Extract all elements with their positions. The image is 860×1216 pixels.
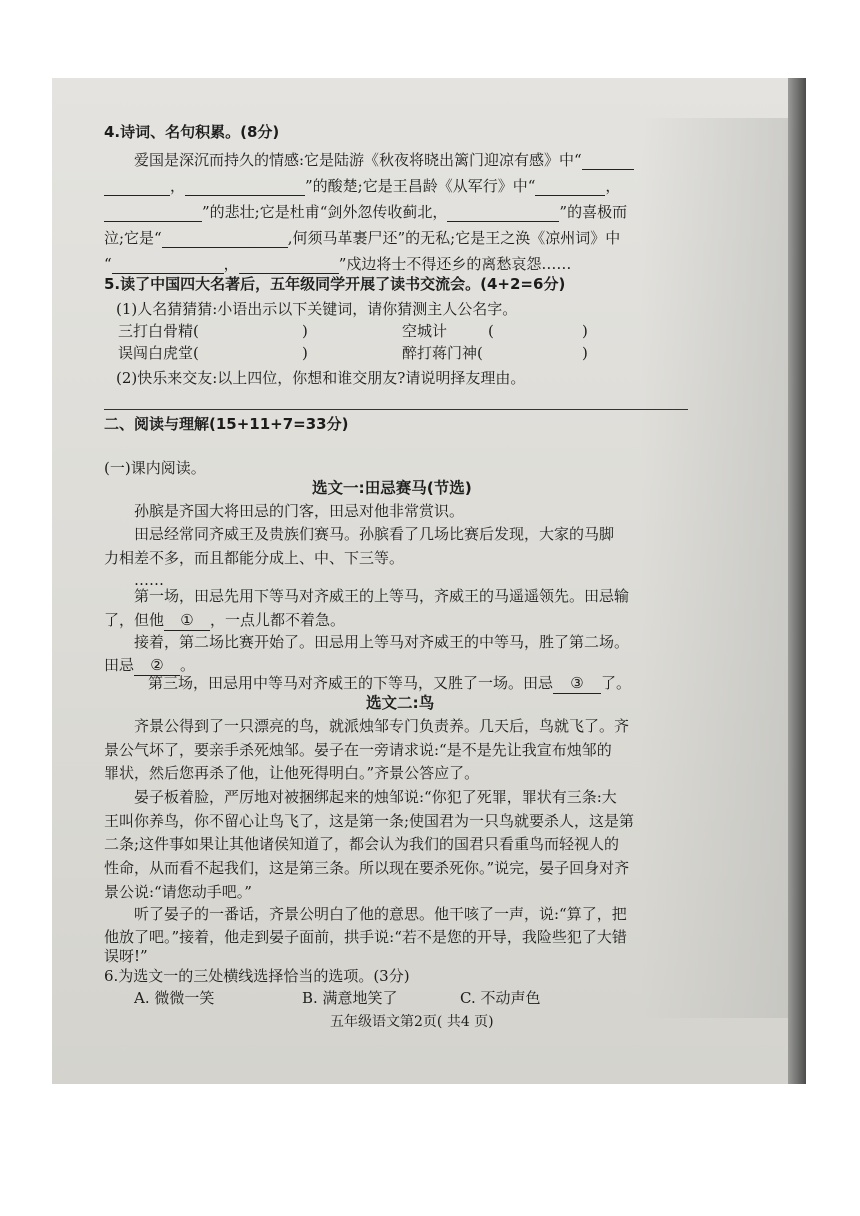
passage1-title: 选文一:田忌赛马(节选): [312, 479, 472, 497]
q5-title: 5.读了中国四大名著后，五年级同学开展了读书交流会。(4+2=6分): [104, 275, 566, 293]
passage1-p2a: 田忌经常同齐威王及贵族们赛马。孙膑看了几场比赛后发现，大家的马脚: [134, 525, 615, 543]
passage1-p3b: 了，但他 ① ，一点儿都不着急。: [104, 611, 346, 629]
passage1-p1: 孙膑是齐国大将田忌的门客，田忌对他非常赏识。: [134, 502, 465, 520]
q4-line-3: ”的悲壮;它是杜甫“剑外忽传收蓟北， ”的喜极而: [104, 202, 627, 222]
passage2-p2d: 性命，从而看不起我们，这是第三条。所以现在要杀死你。”说完，晏子回身对齐: [104, 859, 630, 877]
q5-item-1: 三打白骨精(: [118, 322, 199, 340]
q6-option-b[interactable]: B. 满意地笑了: [302, 989, 398, 1007]
q5-item-3-close: ): [302, 344, 308, 362]
blank-1[interactable]: ①: [164, 610, 210, 631]
page-footer: 五年级语文第2页( 共4 页): [330, 1014, 494, 1030]
q4-title: 4.诗词、名句积累。(8分): [104, 123, 280, 141]
passage2-p2b: 王叫你养鸟，你不留心让鸟飞了，这是第一条;使国君为一只鸟就要杀人，这是第: [104, 812, 635, 830]
passage2-p3c: 误呀!”: [104, 947, 148, 965]
q5-item-4: 醉打蒋门神(: [402, 344, 483, 362]
q6-option-a[interactable]: A. 微微一笑: [134, 989, 215, 1007]
answer-blank[interactable]: [104, 179, 170, 196]
answer-blank[interactable]: [112, 257, 224, 274]
passage2-p3b: 他放了吧。”接着，他走到晏子面前，拱手说:“若不是您的开导，我险些犯了大错: [104, 928, 627, 946]
answer-blank[interactable]: [582, 153, 634, 170]
blank-2[interactable]: ②: [134, 655, 180, 676]
q5-sub2: (2)快乐来交友:以上四位，你想和谁交朋友?请说明择友理由。: [116, 369, 526, 387]
passage1-p5: 第三场，田忌用中等马对齐威王的下等马，又胜了一场。田忌 ③ 了。: [148, 674, 632, 692]
q4-line-1: 爱国是深沉而持久的情感:它是陆游《秋夜将晓出篱门迎凉有感》中“: [134, 150, 634, 170]
q5-item-3: 误闯白虎堂(: [118, 344, 199, 362]
q5-item-2-close: ): [582, 322, 588, 340]
passage1-p3a: 第一场，田忌先用下等马对齐威王的上等马，齐威王的马遥遥领先。田忌输: [134, 587, 630, 605]
q4-line-2: ， ”的酸楚;它是王昌龄《从军行》中“ ，: [104, 176, 620, 196]
q5-item-2: 空城计: [402, 322, 448, 340]
q4-line-4: 泣;它是“ ,何须马革裹尸还”的无私;它是王之涣《凉州词》中: [104, 229, 621, 247]
passage2-p2a: 晏子板着脸，严厉地对被捆绑起来的烛邹说:“你犯了死罪，罪状有三条:大: [134, 788, 617, 806]
blank-3[interactable]: ③: [553, 673, 601, 694]
q5-sub1: (1)人名猜猜猜:小语出示以下关键词，请你猜测主人公名字。: [116, 300, 518, 318]
answer-blank[interactable]: [239, 257, 339, 274]
passage2-title: 选文二:鸟: [366, 694, 435, 712]
passage2-p1b: 景公气坏了，要亲手杀死烛邹。晏子在一旁请求说:“是不是先让我宣布烛邹的: [104, 741, 612, 759]
answer-blank[interactable]: [185, 179, 305, 196]
passage2-p1c: 罪状，然后您再杀了他，让他死得明白。”齐景公答应了。: [104, 764, 480, 782]
q6-title: 6.为选文一的三处横线选择恰当的选项。(3分): [104, 967, 410, 985]
passage1-p4b: 田忌 ② 。: [104, 656, 196, 674]
q4-line-5: “ ， ”戍边将士不得还乡的离愁哀怨……: [104, 255, 572, 273]
q5-item-2-open: (: [488, 322, 494, 340]
passage2-p3a: 听了晏子的一番话，齐景公明白了他的意思。他干咳了一声，说:“算了，把: [134, 905, 627, 923]
passage2-p2e: 景公说:“请您动手吧。”: [104, 883, 252, 901]
paper-edge: [788, 78, 806, 1084]
answer-blank[interactable]: [104, 205, 202, 222]
passage2-p1a: 齐景公得到了一只漂亮的鸟，就派烛邹专门负责养。几天后，鸟就飞了。齐: [134, 717, 630, 735]
answer-line[interactable]: [104, 409, 688, 410]
passage1-p4a: 接着，第二场比赛开始了。田忌用上等马对齐威王的中等马，胜了第二场。: [134, 633, 630, 651]
q5-item-1-close: ): [302, 322, 308, 340]
answer-blank[interactable]: [535, 179, 605, 196]
paper-shadow: [640, 118, 788, 1018]
passage1-ellipsis: ……: [134, 571, 164, 589]
answer-blank[interactable]: [447, 205, 559, 222]
answer-blank[interactable]: [162, 231, 288, 248]
passage1-p2b: 力相差不多，而且都能分成上、中、下三等。: [104, 549, 405, 567]
q5-item-4-close: ): [582, 344, 588, 362]
q6-option-c[interactable]: C. 不动声色: [460, 989, 541, 1007]
section2-part1: (一)课内阅读。: [104, 459, 206, 477]
passage2-p2c: 二条;这件事如果让其他诸侯知道了，都会认为我们的国君只看重鸟而轻视人的: [104, 835, 620, 853]
section2-title: 二、阅读与理解(15+11+7=33分): [104, 415, 349, 433]
